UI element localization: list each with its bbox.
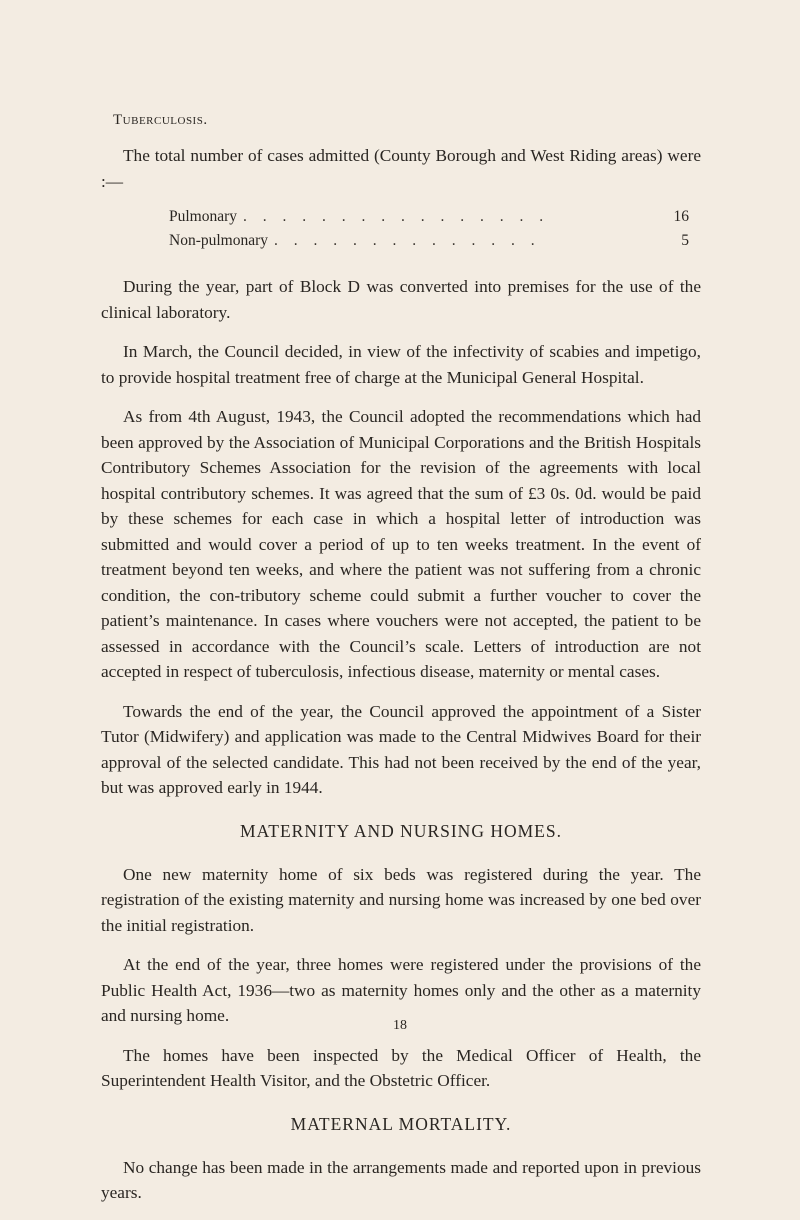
paragraph: At the end of the year, three homes were registered under the provisions of the Public Health Act, 1936—two as maternity homes only and the other as a maternity and nursing home. xyxy=(101,955,701,1025)
case-count: 5 xyxy=(681,232,689,249)
section-heading-maternity: MATERNITY AND NURSING HOMES. xyxy=(240,820,562,841)
paragraph: As from 4th August, 1943, the Council adopted the recommendations which had been approved by the Association of Municipal Corporations and the British Hospitals Contributory Schemes Association for the revision of the agreements with local hospital contributory schemes. It was agreed that the sum of £3 0s. 0d. would be paid by these schemes for each case in which a hospital letter of introduction was submitted and would cover a period of up to ten weeks treatment. In the event of treatment beyond ten weeks, and where the patient was not suffering from a chronic condition, the con-tributory scheme could submit a further voucher to cover the patient’s maintenance. In cases where vouchers were not accepted, the patient to be assessed in accordance with the Council’s scale. Letters of introduction are not accepted in respect of tuberculosis, infectious disease, maternity or mental cases. xyxy=(101,407,701,681)
section-heading-mortality: MATERNAL MORTALITY. xyxy=(290,1113,512,1134)
paragraph: The homes have been inspected by the Medical Officer of Health, the Superintendent Health Visitor, and the Obstetric Officer. xyxy=(101,1045,701,1090)
case-type-label: Non-pulmonary xyxy=(169,232,269,249)
dot-leader: . . . . . . . . . . . . . . xyxy=(274,232,541,249)
page-number: 18 xyxy=(393,1018,407,1033)
paragraph: One new maternity home of six beds was registered during the year. The registration of the existing maternity and nursing home was increased by one bed over the initial registration. xyxy=(101,864,701,935)
section-label: Tuberculosis. xyxy=(113,112,208,128)
case-count: 16 xyxy=(673,208,689,225)
dot-leader: . . . . . . . . . . . . . . . . xyxy=(243,208,550,225)
paragraph: In March, the Council decided, in view of the infectivity of scabies and impetigo, to provide hospital treatment free of charge at the Municipal General Hospital. xyxy=(101,342,701,387)
cases-list xyxy=(169,208,689,256)
list-item xyxy=(169,208,689,232)
paragraph: Towards the end of the year, the Council approved the appointment of a Sister Tutor (Midwifery) and application was made to the Central Midwives Board for their approval of the selected candidate. This had not been received by the end of the year, but was approved early in 1944. xyxy=(101,701,701,797)
list-item xyxy=(169,232,689,256)
case-type-label: Pulmonary xyxy=(169,208,238,225)
paragraph: During the year, part of Block D was converted into premises for the use of the clinical laboratory. xyxy=(101,277,701,322)
page-content xyxy=(101,112,701,1220)
paragraph: No change has been made in the arrangements made and reported upon in previous years. xyxy=(101,1157,701,1202)
intro-paragraph: The total number of cases admitted (County Borough and West Riding areas) were :— xyxy=(101,146,701,191)
